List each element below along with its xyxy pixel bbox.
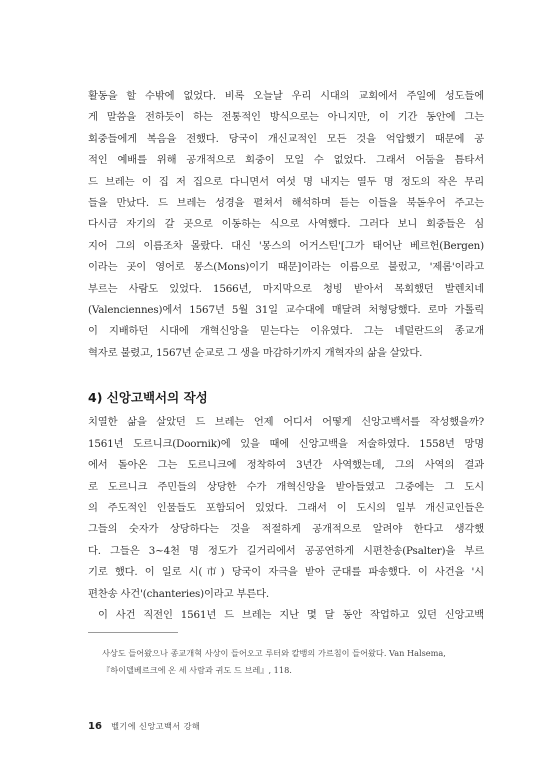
footnote-line: 『하이델베르크에 온 세 사람과 귀도 드 브레』, 118. (102, 664, 292, 675)
footnote-divider (88, 632, 178, 633)
text-line: 다시금 자기의 갈 곳으로 이동하는 식으로 사역했다. 그러다 보니 회중들은 심 (88, 218, 484, 231)
text-line: 1561년 도르니크(Doornik)에 있을 때에 신앙고백을 저술하였다. 1558년 망명 (88, 437, 484, 450)
text-line: 그들의 숫자가 상당하다는 것을 적절하게 공개적으로 알려야 한다고 생각했 (88, 523, 484, 536)
text-line: 의 주도적인 인물들도 포함되어 있었다. 그래서 이 도시의 일부 개신교인들은 (88, 501, 484, 514)
text-line: (Valenciennes)에서 1567년 5월 31일 교수대에 매달려 처형당했다. 로마 가톨릭 (88, 304, 484, 317)
text-line: 게 말씀을 전하듯이 하는 전통적인 방식으로는 아니지만, 이 기간 동안에 그는 (88, 111, 484, 124)
running-title: 벨기에 신앙고백서 강해 (111, 721, 201, 731)
text-line: 지어 그의 이름조차 몰랐다. 대신 '몽스의 어거스틴'[그가 태어난 베르헌(Bergen) (88, 239, 484, 252)
text-line: 활동을 할 수밖에 없었다. 비록 오늘날 우리 시대의 교회에서 주일에 성도들에 (88, 90, 484, 102)
text-line: 혁자로 불렸고, 1567년 순교로 그 생을 마감하기까지 개혁자의 삶을 살았다. (88, 346, 423, 359)
text-line: 이 지배하던 시대에 개혁신앙을 믿는다는 이유였다. 그는 네덜란드의 종교개 (88, 325, 484, 338)
body-bottom (88, 412, 484, 626)
main-text-block (88, 86, 484, 626)
text-line: 회중들에게 복음을 전했다. 당국이 개신교적인 모든 것을 억압했기 때문에 공 (88, 132, 484, 145)
footnote (102, 645, 484, 678)
text-line: 다. 그들은 3~4천 명 정도가 길거리에서 공공연하게 시편찬송(Psalter)을 부르 (88, 544, 484, 557)
section-heading: 4) 신앙고백서의 작성 (88, 390, 208, 406)
page-number: 16 (88, 721, 102, 732)
text-line: 들을 만났다. 드 브레는 성경을 펼쳐서 해석하며 듣는 이들을 북돋우어 주고는 (88, 197, 484, 210)
text-line: 편찬송 사건'(chanteries)이라고 부른다. (88, 587, 270, 600)
text-line: 이라는 곳이 영어로 몽스(Mons)이기 때문]이라는 이름으로 불렀고, '제롬'이라고 (88, 261, 484, 274)
page-footer (88, 721, 200, 732)
text-line: 로 도르니크 주민들의 상당한 수가 개혁신앙을 받아들였고 그중에는 그 도시 (88, 480, 484, 493)
text-line: 부르는 사람도 있었다. 1566년, 마지막으로 청빙 받아서 목회했던 발렌치네 (88, 282, 484, 295)
text-line: 기로 했다. 이 일로 시(市) 당국이 자극을 받아 군대를 파송했다. 이 사건을 '시 (88, 566, 484, 579)
body-top (88, 86, 484, 364)
text-line: 이 사건 직전인 1561년 드 브레는 지난 몇 달 동안 작업하고 있던 신앙고백 (98, 608, 484, 621)
text-line: 드 브레는 이 집 저 집으로 다니면서 여섯 명 내지는 열두 명 정도의 작은 무리 (88, 175, 484, 188)
text-line: 치열한 삶을 살았던 드 브레는 언제 어디서 어떻게 신앙고백서를 작성했을까? (88, 416, 484, 429)
text-line: 에서 돌아온 그는 도르니크에 정착하여 3년간 사역했는데, 그의 사역의 결과 (88, 459, 484, 472)
footnote-line: 사상도 들어왔으나 종교개혁 사상이 들어오고 루터와 칼뱅의 가르침이 들어왔다. Van Halsema, (102, 648, 446, 658)
text-line: 적인 예배를 위해 공개적으로 회중이 모일 수 없었다. 그래서 어둠을 틈타서 (88, 154, 484, 167)
